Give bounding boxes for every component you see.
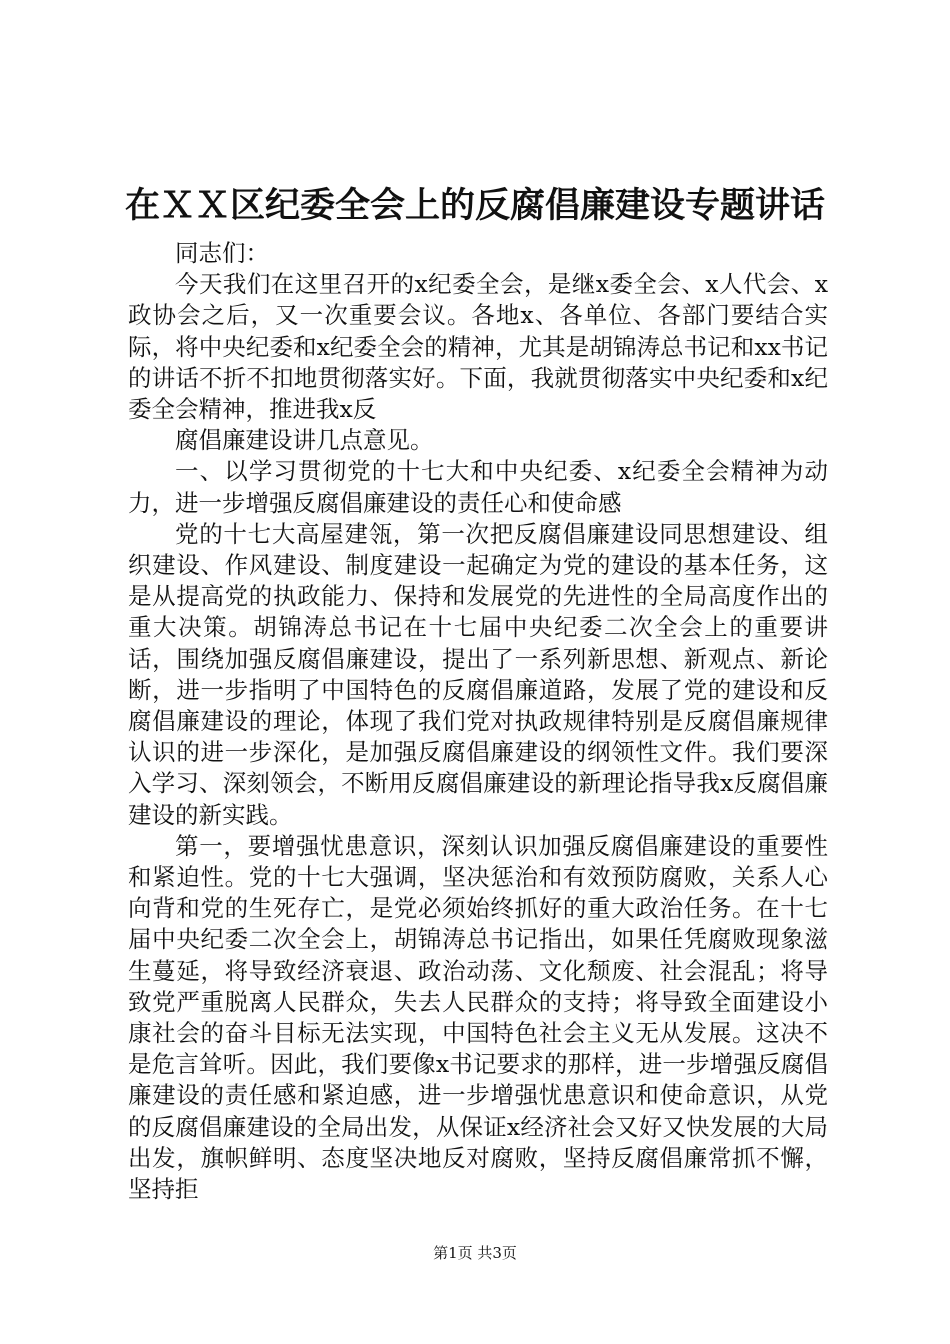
salutation-paragraph: 同志们： xyxy=(175,239,269,267)
document-body xyxy=(128,238,828,1205)
document-title: 在ＸＸ区纪委全会上的反腐倡廉建设专题讲话 xyxy=(124,185,825,226)
intro-continuation-paragraph: 腐倡廉建设讲几点意见。 xyxy=(175,426,434,455)
body-paragraph: 第一，要增强忧患意识，深刻认识加强反腐倡廉建设的重要性和紧迫性。党的十七大强调，坚决惩治和有效预防腐败，关系人心向背和党的生死存亡，是党必须始终抓好的重大政治任务。在十七届中央纪委二次全会上，胡锦涛总书记指出，如果任凭腐败现象滋生蔓延，将导致经济衰退、政治动荡、文化颓废、社会混乱；将导致党严重脱离人民群众，失去人民群众的支持；将导致全面建设小康社会的奋斗目标无法实现，中国特色社会主义无从发展。这决不是危言耸听。因此，我们要像x书记要求的那样，进一步增强反腐倡廉建设的责任感和紧迫感，进一步增强忧患意识和使命意识，从党的反腐倡廉建设的全局出发，从保证x经济社会又好又快发展的大局出发，旗帜鲜明、态度坚决地反对腐败，坚持反腐倡廉常抓不懈，坚持拒 xyxy=(128,831,828,1204)
section-heading-paragraph: 一、以学习贯彻党的十七大和中央纪委、x纪委全会精神为动力，进一步增强反腐倡廉建设的责任心和使命感 xyxy=(128,457,828,517)
intro-paragraph: 今天我们在这里召开的x纪委全会，是继x委全会、x人代会、x政协会之后，又一次重要会议。各地x、各单位、各部门要结合实际，将中央纪委和x纪委全会的精神，尤其是胡锦涛总书记和xx书记的讲话不折不扣地贯彻落实好。下面，我就贯彻落实中央纪委和x纪委全会精神，推进我x反 xyxy=(128,270,828,424)
body-paragraph: 党的十七大高屋建瓴，第一次把反腐倡廉建设同思想建设、组织建设、作风建设、制度建设一起确定为党的建设的基本任务，这是从提高党的执政能力、保持和发展党的先进性的全局高度作出的重大决策。胡锦涛总书记在十七届中央纪委二次全会上的重要讲话，围绕加强反腐倡廉建设，提出了一系列新思想、新观点、新论断，进一步指明了中国特色的反腐倡廉道路，发展了党的建设和反腐倡廉建设的理论，体现了我们党对执政规律特别是反腐倡廉规律认识的进一步深化，是加强反腐倡廉建设的纲领性文件。我们要深入学习、深刻领会，不断用反腐倡廉建设的新理论指导我x反腐倡廉建设的新实践。 xyxy=(128,519,828,829)
page-number-footer: 第1页 共3页 xyxy=(433,1244,517,1262)
